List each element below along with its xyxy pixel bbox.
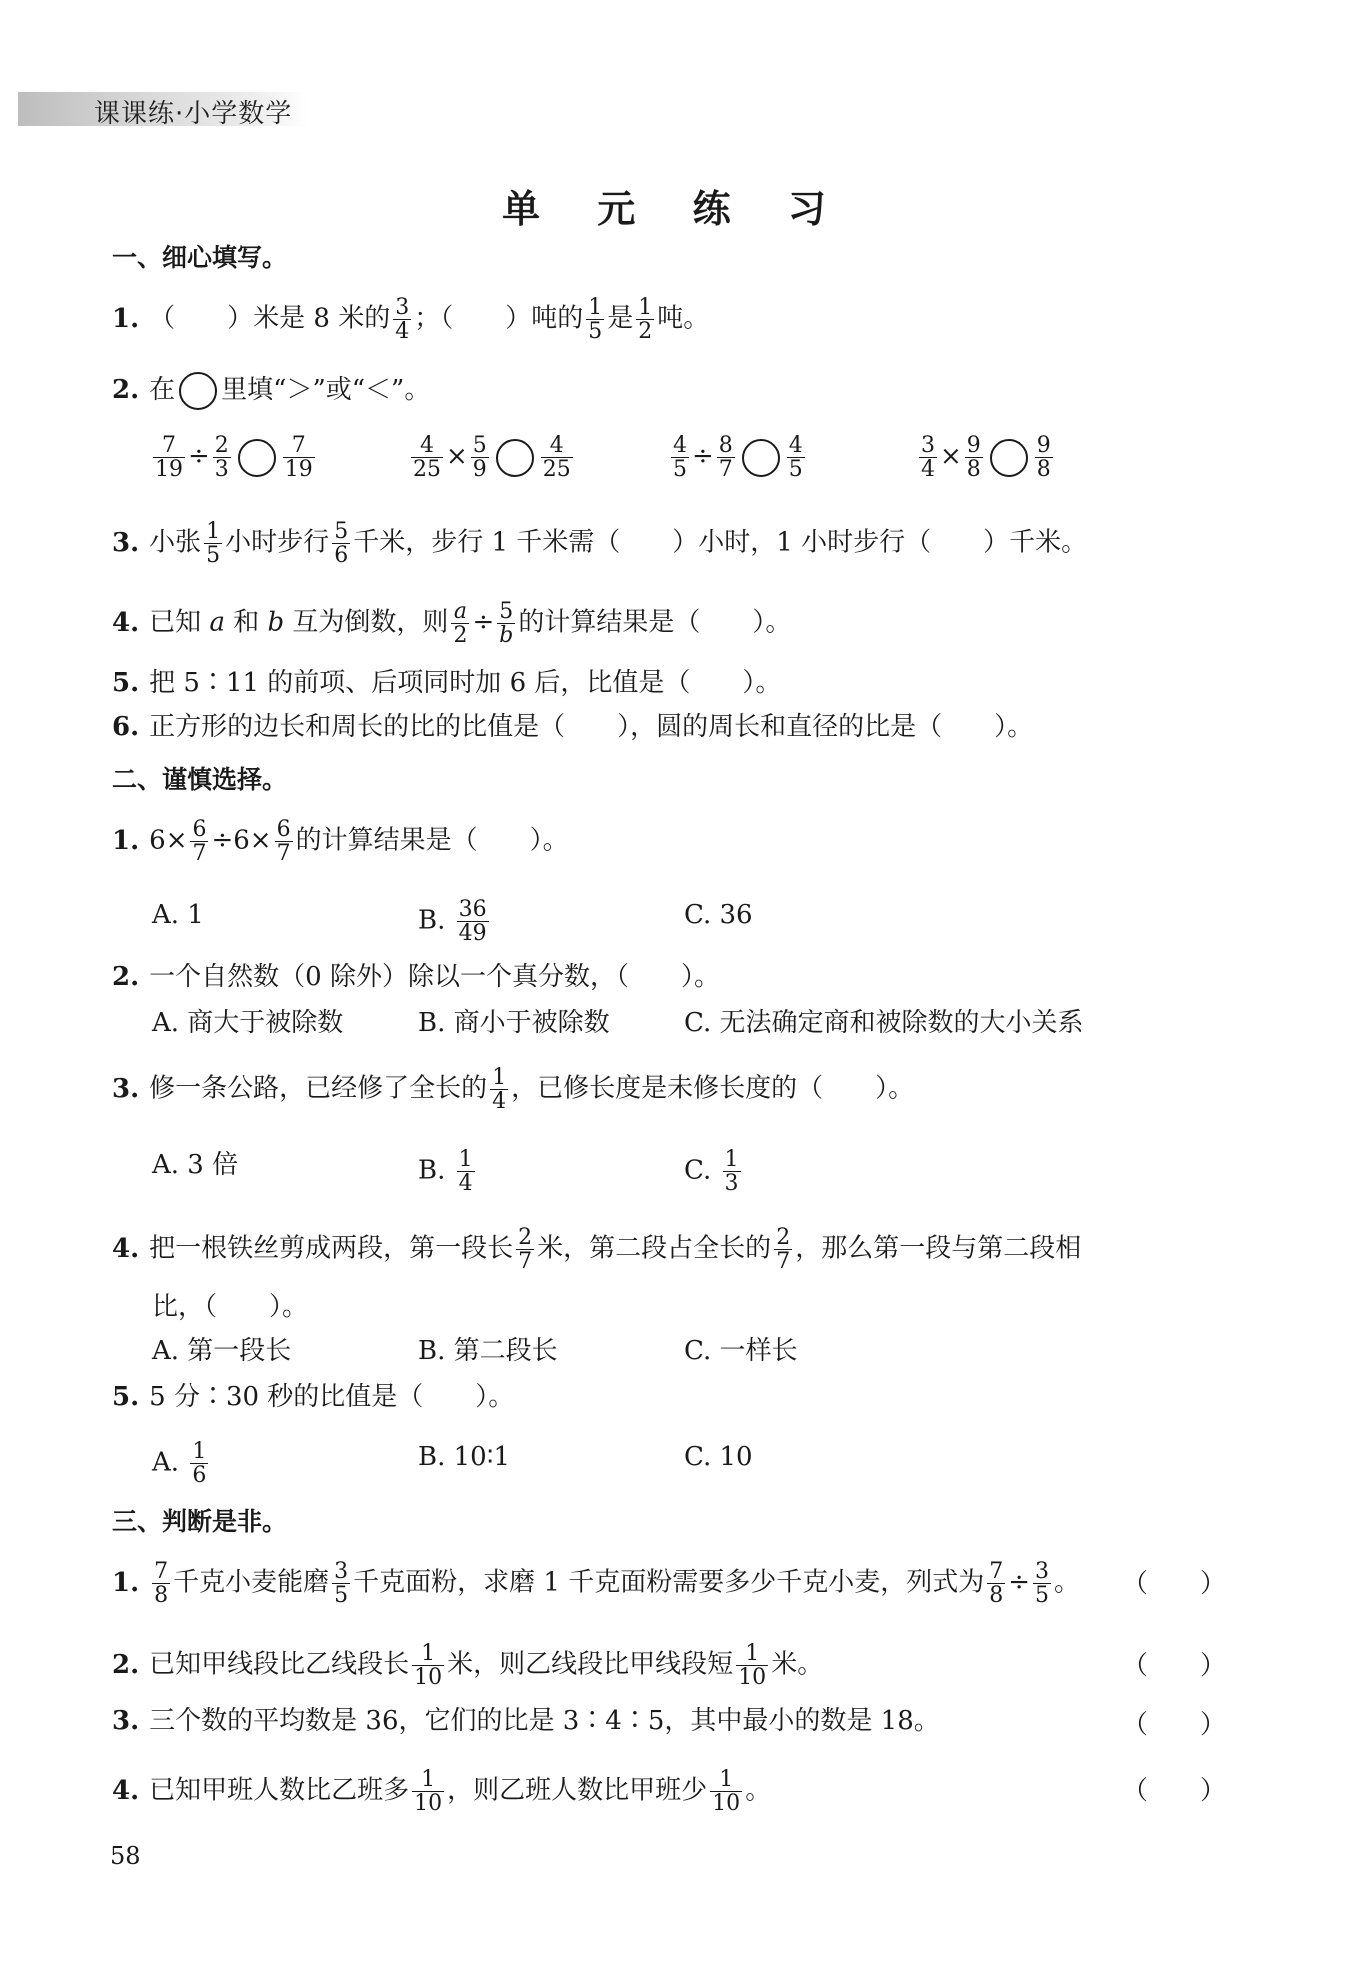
choice-q2-option-a[interactable]: A. 商大于被除数	[152, 1008, 344, 1038]
choice-q5-option-b[interactable]: B. 10∶1	[418, 1442, 511, 1472]
judge-q2: 2. 已知甲线段比乙线段长 $\frac{1}{10}$ 米，则乙线段比甲线段短 $\frac{1}{10}$ 米。	[112, 1641, 824, 1691]
compare-circle[interactable]	[238, 439, 276, 477]
section-fill-heading: 一、细心填写。	[112, 243, 288, 272]
choice-q1: 1. 6× $\frac{6}{7}$ ÷6× $\frac{6}{7}$ 的计算结果是（ ）。	[112, 817, 569, 867]
judge-q3: 3. 三个数的平均数是 36，它们的比是 3∶4∶5，其中最小的数是 18。	[112, 1706, 940, 1736]
page-number: 58	[110, 1842, 141, 1870]
choice-q5-option-c[interactable]: C. 10	[684, 1442, 753, 1472]
compare-item-4: $\frac{3}{4}$ × $\frac{9}{8}$ $\frac{9}{8}$	[921, 433, 1051, 483]
section-judge-heading: 三、判断是非。	[112, 1507, 288, 1536]
fill-q3: 3. 小张 $\frac{1}{5}$ 小时步行 $\frac{5}{6}$ 千米，步行 1 千米需（ ）小时，1 小时步行（ ）千米。	[112, 519, 1088, 569]
circle-icon	[179, 372, 217, 410]
choice-q4-option-b[interactable]: B. 第二段长	[418, 1336, 558, 1366]
judge-q4-answer[interactable]: （ ）	[1122, 1776, 1227, 1806]
choice-q4-cont: 比，（ ）。	[152, 1292, 309, 1322]
judge-q3-answer[interactable]: （ ）	[1122, 1710, 1227, 1740]
choice-q3-option-b[interactable]: B. $\frac{1}{4}$	[418, 1147, 473, 1197]
choice-q2-option-b[interactable]: B. 商小于被除数	[418, 1008, 610, 1038]
choice-q3-option-a[interactable]: A. 3 倍	[152, 1150, 239, 1180]
compare-circle[interactable]	[742, 439, 780, 477]
choice-q4: 4. 把一根铁丝剪成两段，第一段长 $\frac{2}{7}$ 米，第二段占全长的 $\frac{2}{7}$ ，那么第一段与第二段相	[112, 1225, 1082, 1275]
choice-q4-option-a[interactable]: A. 第一段长	[152, 1336, 292, 1366]
judge-q1-answer[interactable]: （ ）	[1122, 1569, 1227, 1599]
judge-q4: 4. 已知甲班人数比乙班多 $\frac{1}{10}$ ，则乙班人数比甲班少 $\frac{1}{10}$ 。	[112, 1767, 772, 1817]
compare-item-3: $\frac{4}{5}$ ÷ $\frac{8}{7}$ $\frac{4}{5}$	[673, 433, 803, 483]
choice-q4-option-c[interactable]: C. 一样长	[684, 1336, 798, 1366]
section-choice-heading: 二、谨慎选择。	[112, 765, 288, 794]
choice-q3-option-c[interactable]: C. $\frac{1}{3}$	[684, 1147, 739, 1197]
fill-q4: 4. 已知 a 和 b 互为倒数，则 $\frac{a}{2}$ ÷ $\frac{5}{b}$ 的计算结果是（ ）。	[112, 599, 792, 649]
choice-q2: 2. 一个自然数（0 除外）除以一个真分数，（ ）。	[112, 962, 720, 992]
book-header	[18, 92, 308, 129]
compare-circle[interactable]	[496, 439, 534, 477]
choice-q3: 3. 修一条公路，已经修了全长的 $\frac{1}{4}$ ，已修长度是未修长度的（ ）。	[112, 1065, 915, 1115]
choice-q1-option-c[interactable]: C. 36	[684, 900, 753, 930]
fill-q1: 1. （ ）米是 8 米的 $\frac{3}{4}$ ；（ ）吨的 $\frac{1}{5}$ 是 $\frac{1}{2}$ 吨。	[112, 295, 710, 345]
page-title: 单 元 练 习	[502, 187, 848, 231]
fill-q6: 6. 正方形的边长和周长的比的比值是（ ），圆的周长和直径的比是（ ）。	[112, 712, 1034, 742]
choice-q5: 5. 5 分∶30 秒的比值是（ ）。	[112, 1382, 515, 1412]
compare-item-2: $\frac{4}{25}$ × $\frac{5}{9}$ $\frac{4}{25}$	[413, 433, 571, 483]
choice-q5-option-a[interactable]: A. $\frac{1}{6}$	[152, 1439, 207, 1489]
compare-item-1: $\frac{7}{19}$ ÷ $\frac{2}{3}$ $\frac{7}{19}$	[155, 433, 313, 483]
fill-q5: 5. 把 5∶11 的前项、后项同时加 6 后，比值是（ ）。	[112, 668, 782, 698]
fill-q2: 2. 在 里填“＞”或“＜”。	[112, 372, 430, 410]
judge-q1: 1. $\frac{7}{8}$ 千克小麦能磨 $\frac{3}{5}$ 千克面粉，求磨 1 千克面粉需要多少千克小麦，列式为 $\frac{7}{8}$ ÷ $\frac{3}{5}$ 。	[112, 1559, 1081, 1609]
choice-q1-option-a[interactable]: A. 1	[152, 900, 204, 930]
judge-q2-answer[interactable]: （ ）	[1122, 1651, 1227, 1681]
choice-q2-option-c[interactable]: C. 无法确定商和被除数的大小关系	[684, 1008, 1084, 1038]
header-text: 课课练·小学数学	[94, 99, 293, 129]
choice-q1-option-b[interactable]: B. $\frac{36}{49}$	[418, 897, 487, 947]
compare-circle[interactable]	[990, 439, 1028, 477]
